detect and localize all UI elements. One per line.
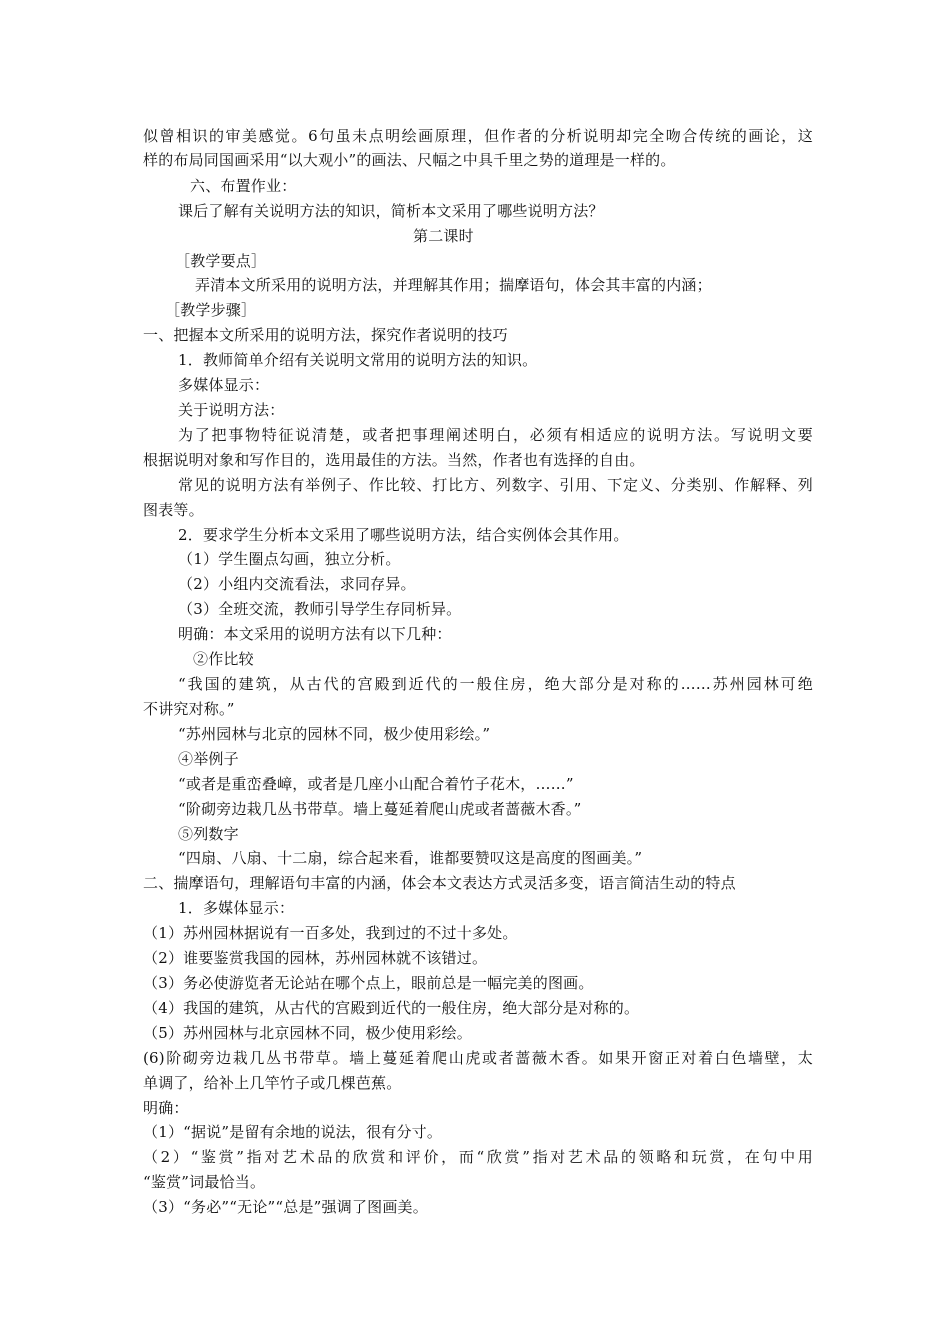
paragraph-line: 样的布局同国画采用“以大观小”的画法、尺幅之中具千里之势的道理是一样的。 [143, 151, 676, 169]
list-item: （1）“据说”是留有余地的说法，很有分寸。 [143, 1123, 443, 1141]
subheading: ②作比较 [193, 650, 254, 668]
subheading: ④举例子 [178, 750, 239, 768]
list-item: （2）小组内交流看法，求同存异。 [178, 575, 416, 593]
paragraph-line: 2．要求学生分析本文采用了哪些说明方法，结合实例体会其作用。 [178, 526, 629, 544]
paragraph-line: 弄清本文所采用的说明方法，并理解其作用；揣摩语句，体会其丰富的内涵； [195, 276, 712, 294]
subheading: ⑤列数字 [178, 825, 239, 843]
section-heading: ［教学步骤］ [165, 301, 257, 319]
quote-line: “苏州园林与北京的园林不同，极少使用彩绘。” [178, 725, 491, 743]
list-item: （3）“务必”“无论”“总是”强调了图画美。 [143, 1198, 428, 1216]
list-item: 单调了，给补上几竿竹子或几棵芭蕉。 [143, 1074, 402, 1092]
list-item: （4）我国的建筑，从古代的宫殿到近代的一般住房，绝大部分是对称的。 [143, 999, 640, 1017]
quote-line: “阶砌旁边栽几丛书带草。墙上蔓延着爬山虎或者蔷薇木香。” [178, 800, 582, 818]
paragraph-line: 1．教师简单介绍有关说明文常用的说明方法的知识。 [178, 351, 538, 369]
list-item: “鉴赏”词最恰当。 [143, 1173, 266, 1191]
list-item: （1）学生圈点勾画，独立分析。 [178, 550, 401, 568]
quote-line: “四扇、八扇、十二扇，综合起来看，谁都要赞叹这是高度的图画美。” [178, 849, 643, 867]
list-item: (6)阶砌旁边栽几丛书带草。墙上蔓延着爬山虎或者蔷薇木香。如果开窗正对着白色墙壁，太 [143, 1049, 813, 1067]
section-heading: 六、布置作业： [190, 177, 297, 195]
list-item: （5）苏州园林与北京园林不同，极少使用彩绘。 [143, 1024, 472, 1042]
list-item: （3）全班交流，教师引导学生存同析异。 [178, 600, 462, 618]
paragraph-line: 为了把事物特征说清楚，或者把事理阐述明白，必须有相适应的说明方法。写说明文要 [178, 426, 813, 444]
list-item: （3）务必使游览者无论站在哪个点上，眼前总是一幅完美的图画。 [143, 974, 594, 992]
paragraph-line: 多媒体显示： [178, 376, 270, 394]
paragraph-line: 常见的说明方法有举例子、作比较、打比方、列数字、引用、下定义、分类别、作解释、列 [178, 476, 813, 494]
paragraph-line: 明确：本文采用的说明方法有以下几种： [178, 625, 452, 643]
section-heading: 二、揣摩语句，理解语句丰富的内涵，体会本文表达方式灵活多变，语言简洁生动的特点 [143, 874, 736, 892]
list-item: （2）谁要鉴赏我国的园林，苏州园林就不该错过。 [143, 949, 488, 967]
paragraph-line: 根据说明对象和写作目的，选用最佳的方法。当然，作者也有选择的自由。 [143, 451, 645, 469]
list-item: （1）苏州园林据说有一百多处，我到过的不过十多处。 [143, 924, 518, 942]
quote-line: “或者是重峦叠嶂，或者是几座小山配合着竹子花木，……” [178, 775, 574, 793]
list-item: （2）“鉴赏”指对艺术品的欣赏和评价，而“欣赏”指对艺术品的领略和玩赏，在句中用 [143, 1148, 813, 1166]
paragraph-line: 明确： [143, 1099, 189, 1117]
paragraph-line: 关于说明方法： [178, 401, 285, 419]
paragraph-line: 图表等。 [143, 501, 204, 519]
paragraph-line: 似曾相识的审美感觉。6句虽未点明绘画原理，但作者的分析说明却完全吻合传统的画论，这 [143, 127, 813, 145]
paragraph-line: 课后了解有关说明方法的知识，简析本文采用了哪些说明方法？ [178, 202, 604, 220]
quote-line: “我国的建筑，从古代的宫殿到近代的一般住房，绝大部分是对称的……苏州园林可绝 [178, 675, 813, 693]
lesson-title: 第二课时 [413, 227, 474, 245]
section-heading: 一、把握本文所采用的说明方法，探究作者说明的技巧 [143, 326, 508, 344]
section-heading: ［教学要点］ [175, 252, 267, 270]
quote-line: 不讲究对称。” [143, 700, 235, 718]
paragraph-line: 1．多媒体显示： [178, 899, 295, 917]
